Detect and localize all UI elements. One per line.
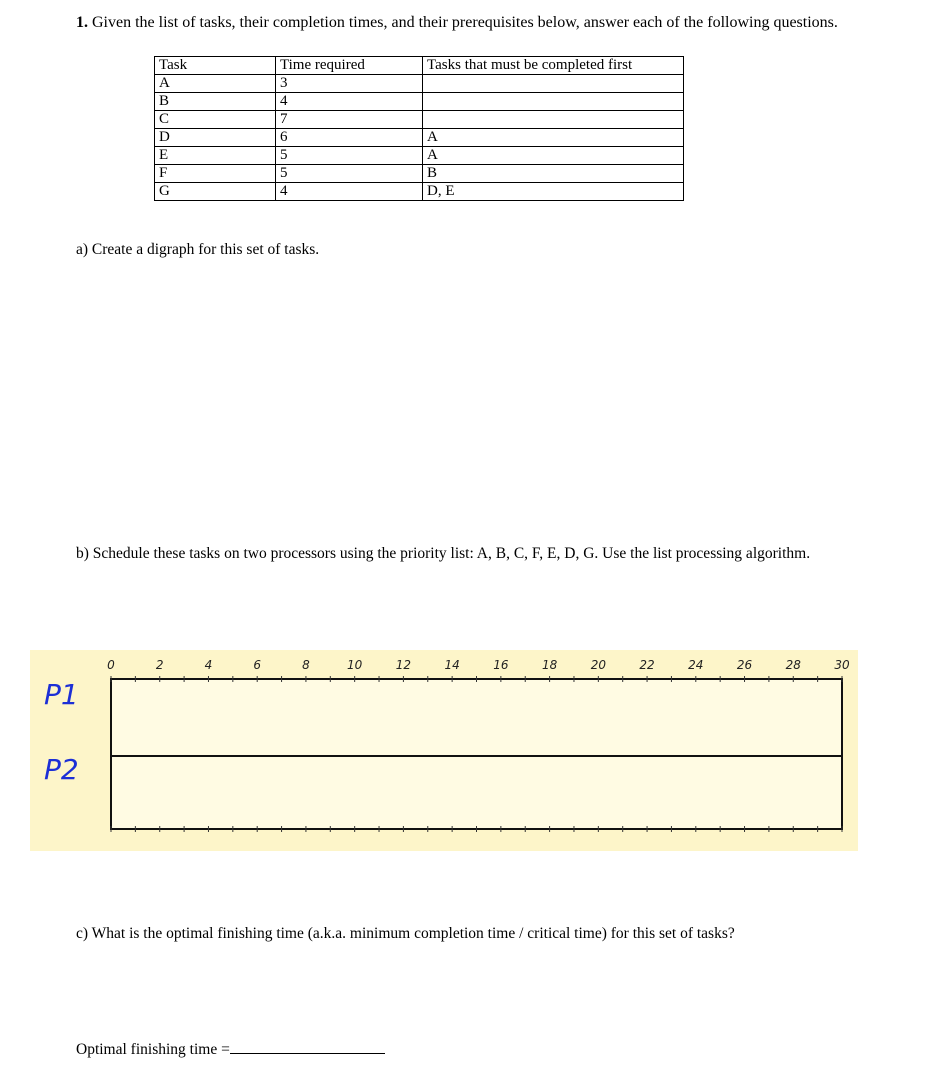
header-task: Task: [155, 57, 276, 75]
header-prereq: Tasks that must be completed first: [423, 57, 684, 75]
time-cell: 6: [276, 129, 423, 147]
time-cell: 4: [276, 183, 423, 201]
prereq-cell: D, E: [423, 183, 684, 201]
processor-1-text: P1: [44, 678, 79, 711]
table-row: [155, 183, 684, 201]
time-cell: 5: [276, 165, 423, 183]
tick-label: 24: [688, 658, 704, 672]
tick-label: 14: [444, 658, 460, 672]
timeline-grid: [30, 650, 858, 851]
question-text: Given the list of tasks, their completion times, and their prerequisites below, answer each of the following questions.: [92, 14, 838, 31]
tick-label: 28: [785, 658, 801, 672]
tick-label: 10: [347, 658, 363, 672]
question-number: 1.: [76, 14, 88, 31]
tick-label: 6: [253, 658, 262, 672]
part-c-prompt: c) What is the optimal finishing time (a.k.a. minimum completion time / critical time) for this set of tasks?: [76, 925, 735, 942]
task-table: [154, 56, 684, 201]
prereq-cell: [423, 93, 684, 111]
table-row: [155, 75, 684, 93]
table-header-row: [155, 57, 684, 75]
processor-1-label: [44, 678, 79, 711]
tick-label: 26: [736, 658, 753, 672]
task-cell: E: [155, 147, 276, 165]
task-cell: F: [155, 165, 276, 183]
tick-label: 16: [493, 658, 509, 672]
time-cell: 3: [276, 75, 423, 93]
part-a-prompt: a) Create a digraph for this set of tasks.: [76, 241, 320, 258]
tick-label: 18: [541, 658, 558, 672]
prereq-cell: A: [423, 129, 684, 147]
timeline-frame: [111, 679, 842, 829]
tick-label: 2: [155, 658, 164, 672]
table-row: [155, 111, 684, 129]
prereq-cell: [423, 111, 684, 129]
tick-label: 30: [834, 658, 850, 672]
tick-label: 22: [639, 658, 655, 672]
answer-label: Optimal finishing time =: [76, 1041, 230, 1058]
task-cell: C: [155, 111, 276, 129]
processor-2-text: P2: [44, 753, 79, 786]
time-cell: 4: [276, 93, 423, 111]
prereq-cell: A: [423, 147, 684, 165]
task-cell: D: [155, 129, 276, 147]
part-b-prompt: b) Schedule these tasks on two processors using the priority list: A, B, C, F, E, D, G. Use the list processing algorithm.: [76, 545, 811, 562]
table-row: [155, 129, 684, 147]
tick-label: 4: [204, 658, 213, 672]
schedule-timeline: [30, 650, 858, 851]
table-row: [155, 147, 684, 165]
table-row: [155, 93, 684, 111]
table-row: [155, 165, 684, 183]
tick-label: 20: [590, 658, 606, 672]
task-cell: A: [155, 75, 276, 93]
question-title: [76, 14, 838, 32]
answer-blank[interactable]: [230, 1039, 385, 1054]
header-time: Time required: [276, 57, 423, 75]
tick-label: 0: [107, 658, 115, 672]
prereq-cell: B: [423, 165, 684, 183]
tick-label: 12: [395, 658, 412, 672]
tick-label: 8: [302, 658, 310, 672]
time-cell: 5: [276, 147, 423, 165]
processor-2-label: [44, 753, 79, 786]
time-cell: 7: [276, 111, 423, 129]
task-cell: B: [155, 93, 276, 111]
prereq-cell: [423, 75, 684, 93]
task-cell: G: [155, 183, 276, 201]
answer-line: [76, 1039, 385, 1059]
